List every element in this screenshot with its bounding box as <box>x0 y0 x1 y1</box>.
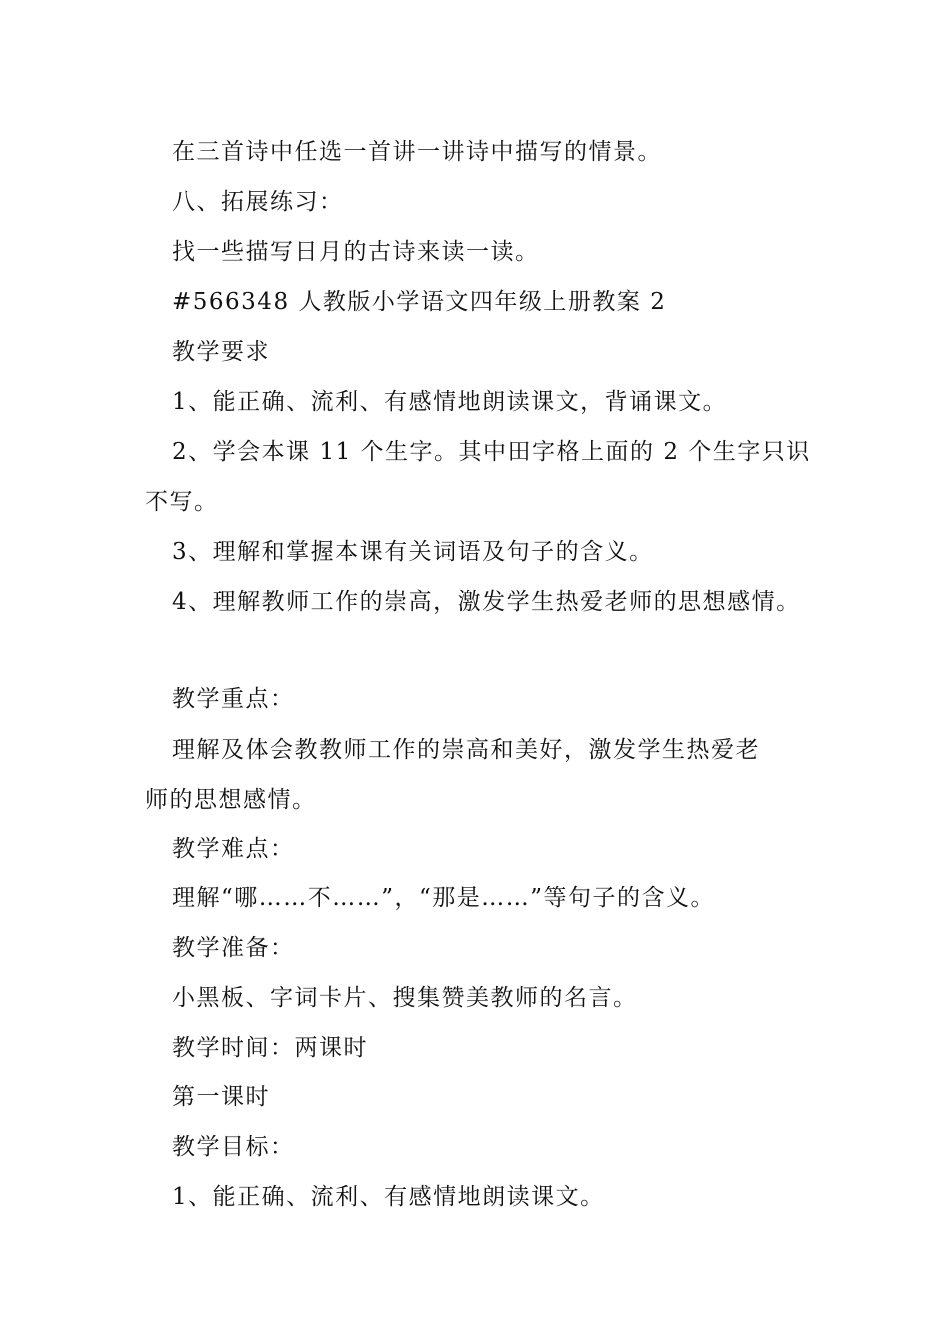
section-heading: 八、拓展练习： <box>172 189 344 215</box>
list-item-continuation: 不写。 <box>145 489 219 515</box>
list-item: 3、理解和掌握本课有关词语及句子的含义。 <box>172 539 654 565</box>
list-item: 1、能正确、流利、有感情地朗读课文，背诵课文。 <box>172 389 728 415</box>
section-heading: 教学目标： <box>172 1134 295 1160</box>
paragraph-continuation: 师的思想感情。 <box>145 787 317 813</box>
section-heading: 教学要求 <box>172 339 270 365</box>
list-item: 1、能正确、流利、有感情地朗读课文。 <box>172 1184 605 1210</box>
section-heading: 教学难点： <box>172 836 295 862</box>
list-item: 4、理解教师工作的崇高，激发学生热爱老师的思想感情。 <box>172 589 801 615</box>
paragraph-line: 在三首诗中任选一首讲一讲诗中描写的情景。 <box>172 139 662 165</box>
paragraph-line: 小黑板、字词卡片、搜集赞美教师的名言。 <box>172 985 638 1011</box>
paragraph-line: 教学时间：两课时 <box>172 1035 368 1061</box>
paragraph-line: 找一些描写日月的古诗来读一读。 <box>172 239 540 265</box>
section-heading: 第一课时 <box>172 1084 270 1110</box>
paragraph-line: 理解及体会教教师工作的崇高和美好，激发学生热爱老 <box>172 737 760 763</box>
list-item: 2、学会本课 11 个生字。其中田字格上面的 2 个生字只识 <box>172 439 811 465</box>
paragraph-line: 理解“哪……不……”，“那是……”等句子的含义。 <box>172 885 716 911</box>
document-title: #566348 人教版小学语文四年级上册教案 2 <box>172 289 667 315</box>
section-heading: 教学重点： <box>172 686 295 712</box>
section-heading: 教学准备： <box>172 935 295 961</box>
